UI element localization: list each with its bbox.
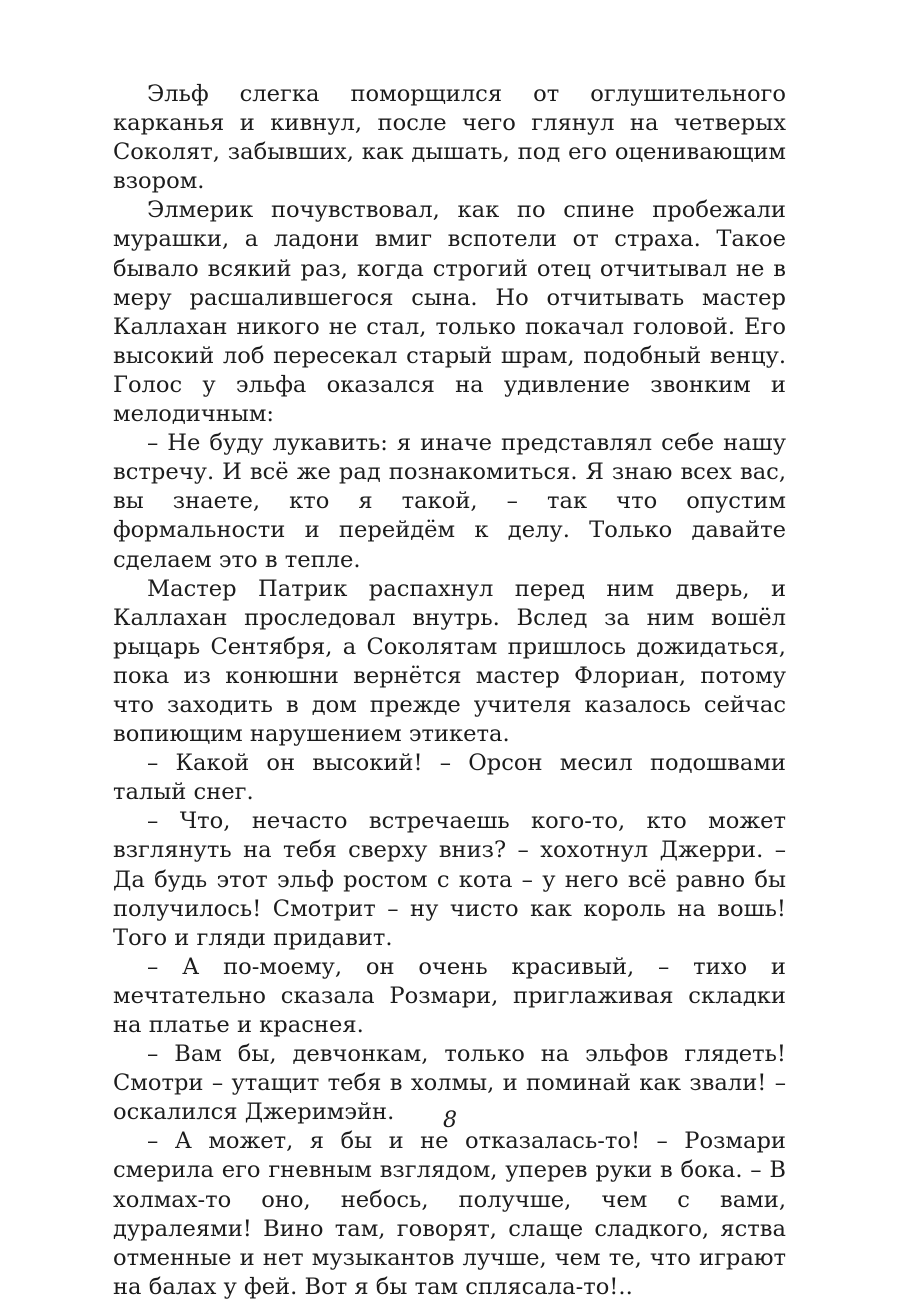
- paragraph: – А может, я бы и не отказалась-то! – Розмари смерила его гневным взглядом, уперев руки в бока. – В холмах-то оно, небось, получше, чем с вами, дуралеями! Вино там, говорят, слаще сладкого, яства отменные и нет музыкантов лучше, чем те, что играют на балах у фей. Вот я бы там сплясала-то!..: [113, 1128, 786, 1300]
- paragraph: – А по-моему, он очень красивый, – тихо и мечтательно сказала Розмари, приглаживая складки на платье и краснея.: [113, 953, 786, 1038]
- page-number: 8: [443, 1108, 457, 1133]
- paragraph: Мастер Патрик распахнул перед ним дверь, и Каллахан проследовал внутрь. Вслед за ним вошёл рыцарь Сентября, а Соколятам пришлось дожидаться, пока из конюшни вернётся мастер Флориан, потому что заходить в дом прежде учителя казалось сейчас вопиющим нарушением этикета.: [113, 575, 786, 748]
- paragraph: – Что, нечасто встречаешь кого-то, кто может взглянуть на тебя сверху вниз? – хохотнул Джерри. – Да будь этот эльф ростом с кота – у него всё равно бы получилось! Смотрит – ну чисто как король на вошь! Того и гляди придавит.: [113, 808, 786, 951]
- paragraph: Эльф слегка поморщился от оглушительного карканья и кивнул, после чего глянул на четверых Соколят, забывших, как дышать, под его оценивающим взором.: [113, 81, 786, 195]
- paragraph: – Вам бы, девчонкам, только на эльфов глядеть! Смотри – утащит тебя в холмы, и поминай как звали! – оскалился Джеримэйн.: [113, 1041, 786, 1126]
- paragraph: – Какой он высокий! – Орсон месил подошвами талый снег.: [113, 750, 786, 806]
- paragraph: Элмерик почувствовал, как по спине пробежали мурашки, а ладони вмиг вспотели от страха. Такое бывало всякий раз, когда строгий отец отчитывал не в меру расшалившегося сына. Но отчитывать мастер Каллахан никого не стал, только покачал головой. Его высокий лоб пересекал старый шрам, подобный венцу. Голос у эльфа оказался на удивление звонким и мелодичным:: [113, 197, 786, 428]
- paragraph: – Не буду лукавить: я иначе представлял себе нашу встречу. И всё же рад познакомиться. Я знаю всех вас, вы знаете, кто я такой, – так что опустим формальности и перейдём к делу. Только давайте сделаем это в тепле.: [113, 430, 786, 573]
